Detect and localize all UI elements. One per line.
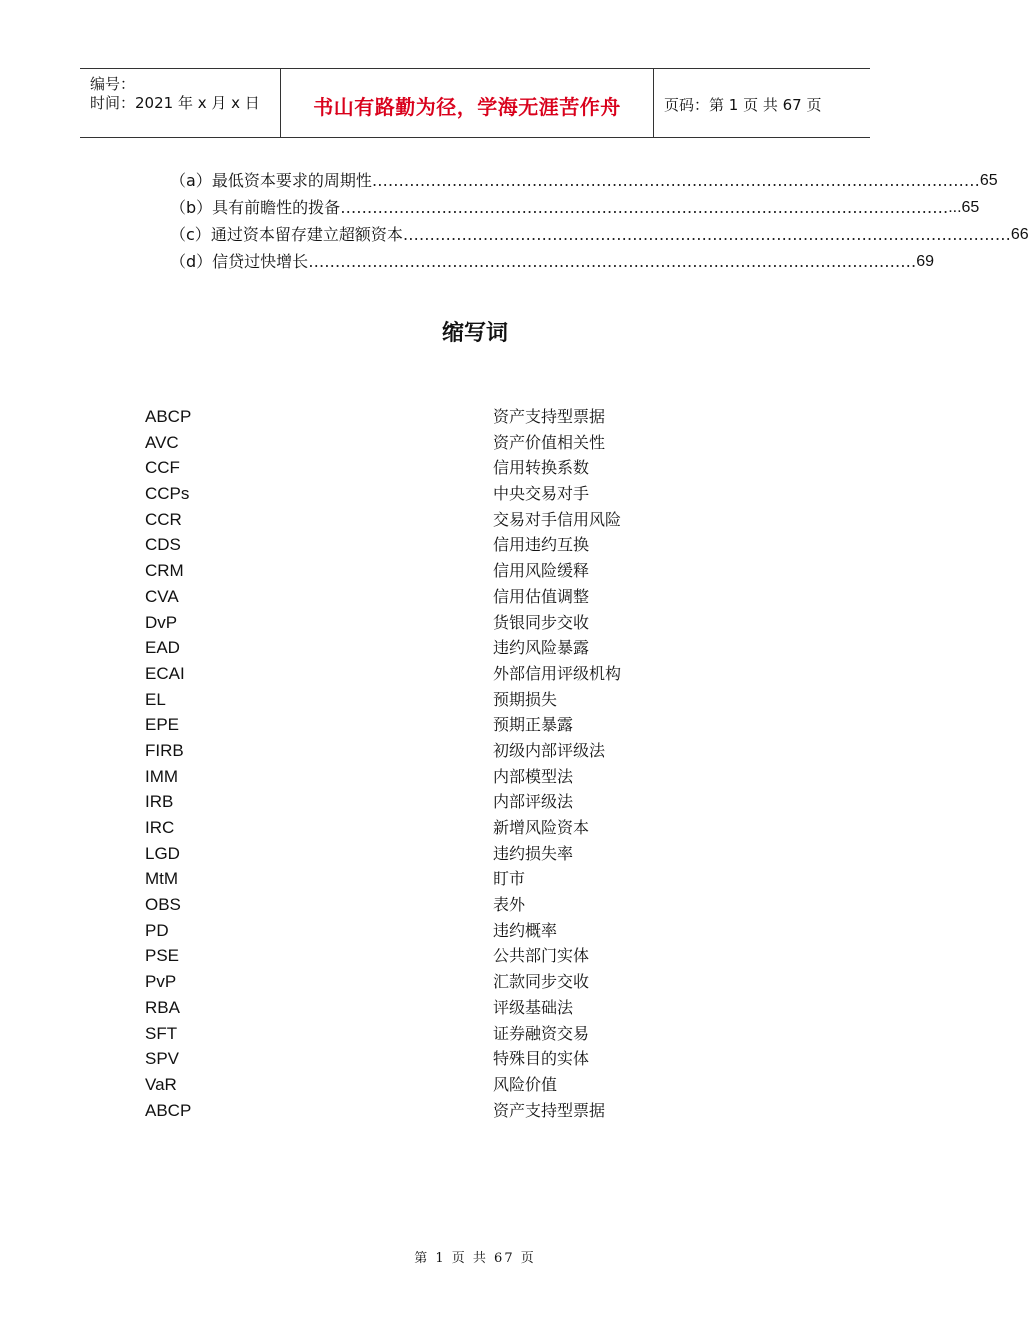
abbreviation-meaning: 汇款同步交收 — [493, 972, 590, 992]
toc-entry[interactable] — [170, 170, 998, 197]
abbreviation-meaning: 特殊目的实体 — [493, 1049, 590, 1069]
abbreviation-row — [145, 457, 765, 483]
abbreviation-meaning: 资产价值相关性 — [493, 432, 606, 452]
abbreviation-term: CCR — [145, 509, 182, 529]
abbreviation-row — [145, 432, 765, 458]
toc-title: 信贷过快增长 — [212, 252, 309, 271]
abbreviation-term: AVC — [145, 432, 179, 452]
toc-leader: …………………………………………………………………………………………………… — [402, 225, 1011, 244]
abbreviation-term: CCPs — [145, 484, 190, 504]
abbreviation-term: ABCP — [145, 1100, 192, 1120]
abbreviation-row — [145, 1048, 765, 1074]
abbreviation-term: DvP — [145, 612, 178, 632]
time-label: 时间：2021 年 x 月 x 日 — [90, 94, 260, 112]
abbreviation-term: ECAI — [145, 663, 185, 683]
abbreviation-meaning: 资产支持型票据 — [493, 407, 606, 426]
abbreviation-term: SFT — [145, 1023, 178, 1043]
abbreviation-row — [145, 586, 765, 612]
abbreviation-term: EPE — [145, 715, 180, 735]
table-of-contents — [170, 170, 1029, 278]
abbreviation-row — [145, 766, 765, 792]
section-title: 缩写词 — [441, 321, 508, 346]
toc-leader: …………………………………………………………………………………………………… — [340, 198, 949, 217]
toc-title: 最低资本要求的周期性 — [211, 171, 372, 190]
abbreviation-meaning: 表外 — [493, 895, 526, 915]
abbreviation-list — [145, 406, 765, 1125]
number-label: 编号： — [90, 75, 136, 93]
toc-number: （a） — [170, 171, 212, 190]
abbreviation-row — [145, 1074, 765, 1100]
abbreviation-meaning: 内部模型法 — [493, 766, 574, 786]
header-info-cell — [80, 69, 281, 137]
abbreviation-row — [145, 714, 765, 740]
abbreviation-term: VaR — [145, 1074, 177, 1094]
header-page-cell — [654, 69, 870, 137]
abbreviation-meaning: 违约风险暴露 — [493, 638, 590, 658]
abbreviation-term: IMM — [145, 766, 179, 786]
abbreviation-term: CDS — [145, 535, 181, 555]
abbreviation-row — [145, 560, 765, 586]
toc-entry[interactable] — [170, 197, 980, 224]
abbreviation-meaning: 货银同步交收 — [493, 612, 590, 632]
toc-page-number: 69 — [916, 253, 934, 270]
abbreviation-term: CVA — [145, 586, 179, 606]
abbreviation-meaning: 信用转换系数 — [493, 458, 590, 478]
abbreviation-row — [145, 406, 765, 432]
page-header — [80, 68, 870, 138]
abbreviation-row — [145, 534, 765, 560]
abbreviation-meaning: 违约概率 — [493, 920, 558, 940]
abbreviation-row — [145, 1023, 765, 1049]
abbreviation-row — [145, 971, 765, 997]
abbreviation-term: PvP — [145, 972, 177, 992]
toc-entry[interactable] — [170, 251, 934, 278]
abbreviation-row — [145, 1100, 765, 1126]
abbreviation-row — [145, 689, 765, 715]
abbreviation-meaning: 预期损失 — [493, 689, 558, 709]
page-info: 页码：第 1 页 共 67 页 — [664, 96, 822, 114]
toc-title: 通过资本留存建立超额资本 — [210, 225, 403, 244]
abbreviation-term: EAD — [145, 638, 180, 658]
toc-page-number: 65 — [979, 172, 998, 189]
toc-title: 具有前瞻性的拨备 — [212, 198, 341, 217]
abbreviation-row — [145, 637, 765, 663]
toc-number: （d） — [170, 252, 213, 271]
toc-entry[interactable] — [170, 224, 1029, 251]
abbreviation-row — [145, 483, 765, 509]
abbreviation-row — [145, 740, 765, 766]
header-motto-cell — [281, 69, 654, 137]
abbreviation-row — [145, 920, 765, 946]
abbreviation-row — [145, 612, 765, 638]
abbreviation-meaning: 中央交易对手 — [493, 484, 590, 504]
abbreviation-meaning: 信用违约互换 — [493, 535, 590, 555]
abbreviation-term: PSE — [145, 946, 180, 966]
toc-number: （b） — [170, 198, 213, 217]
abbreviation-meaning: 盯市 — [493, 869, 526, 889]
abbreviation-row — [145, 894, 765, 920]
abbreviation-row — [145, 945, 765, 971]
abbreviation-term: IRC — [145, 818, 175, 837]
abbreviation-row — [145, 791, 765, 817]
motto: 书山有路勤为径，学海无涯苦作舟 — [313, 95, 621, 119]
abbreviation-meaning: 风险价值 — [493, 1074, 558, 1094]
abbreviation-meaning: 内部评级法 — [493, 792, 574, 812]
abbreviation-meaning: 违约损失率 — [493, 843, 574, 863]
abbreviation-meaning: 初级内部评级法 — [493, 740, 606, 760]
abbreviation-meaning: 证券融资交易 — [493, 1023, 590, 1043]
abbreviation-meaning: 交易对手信用风险 — [493, 509, 622, 529]
abbreviation-row — [145, 663, 765, 689]
abbreviation-term: OBS — [145, 895, 181, 915]
abbreviation-term: PD — [145, 920, 169, 940]
abbreviation-meaning: 公共部门实体 — [493, 946, 590, 966]
abbreviation-term: RBA — [145, 997, 180, 1017]
toc-leader: …………………………………………………………………………………………………… — [308, 252, 917, 271]
abbreviation-row — [145, 509, 765, 535]
abbreviation-term: EL — [145, 689, 166, 709]
abbreviation-row — [145, 817, 765, 843]
abbreviation-row — [145, 997, 765, 1023]
toc-leader: …………………………………………………………………………………………………… — [371, 171, 980, 190]
toc-page-number: ...65 — [948, 199, 980, 216]
abbreviation-meaning: 信用风险缓释 — [493, 561, 590, 581]
abbreviation-meaning: 预期正暴露 — [493, 715, 574, 735]
abbreviation-row — [145, 868, 765, 894]
page-footer: 第 1 页 共 67 页 — [414, 1251, 536, 1266]
abbreviation-term: CRM — [145, 561, 184, 581]
toc-number: （c） — [170, 225, 211, 244]
abbreviation-meaning: 资产支持型票据 — [493, 1100, 606, 1120]
abbreviation-term: MtM — [145, 869, 179, 889]
abbreviation-meaning: 评级基础法 — [493, 997, 574, 1017]
abbreviation-term: FIRB — [145, 740, 184, 760]
abbreviation-term: ABCP — [145, 407, 192, 426]
abbreviation-meaning: 外部信用评级机构 — [493, 663, 622, 683]
abbreviation-term: IRB — [145, 792, 174, 812]
abbreviation-row — [145, 843, 765, 869]
abbreviation-term: SPV — [145, 1049, 180, 1069]
abbreviation-meaning: 新增风险资本 — [493, 818, 590, 837]
abbreviation-meaning: 信用估值调整 — [493, 586, 590, 606]
abbreviation-term: LGD — [145, 843, 180, 863]
abbreviation-term: CCF — [145, 458, 180, 478]
toc-page-number: 66 — [1010, 226, 1029, 243]
